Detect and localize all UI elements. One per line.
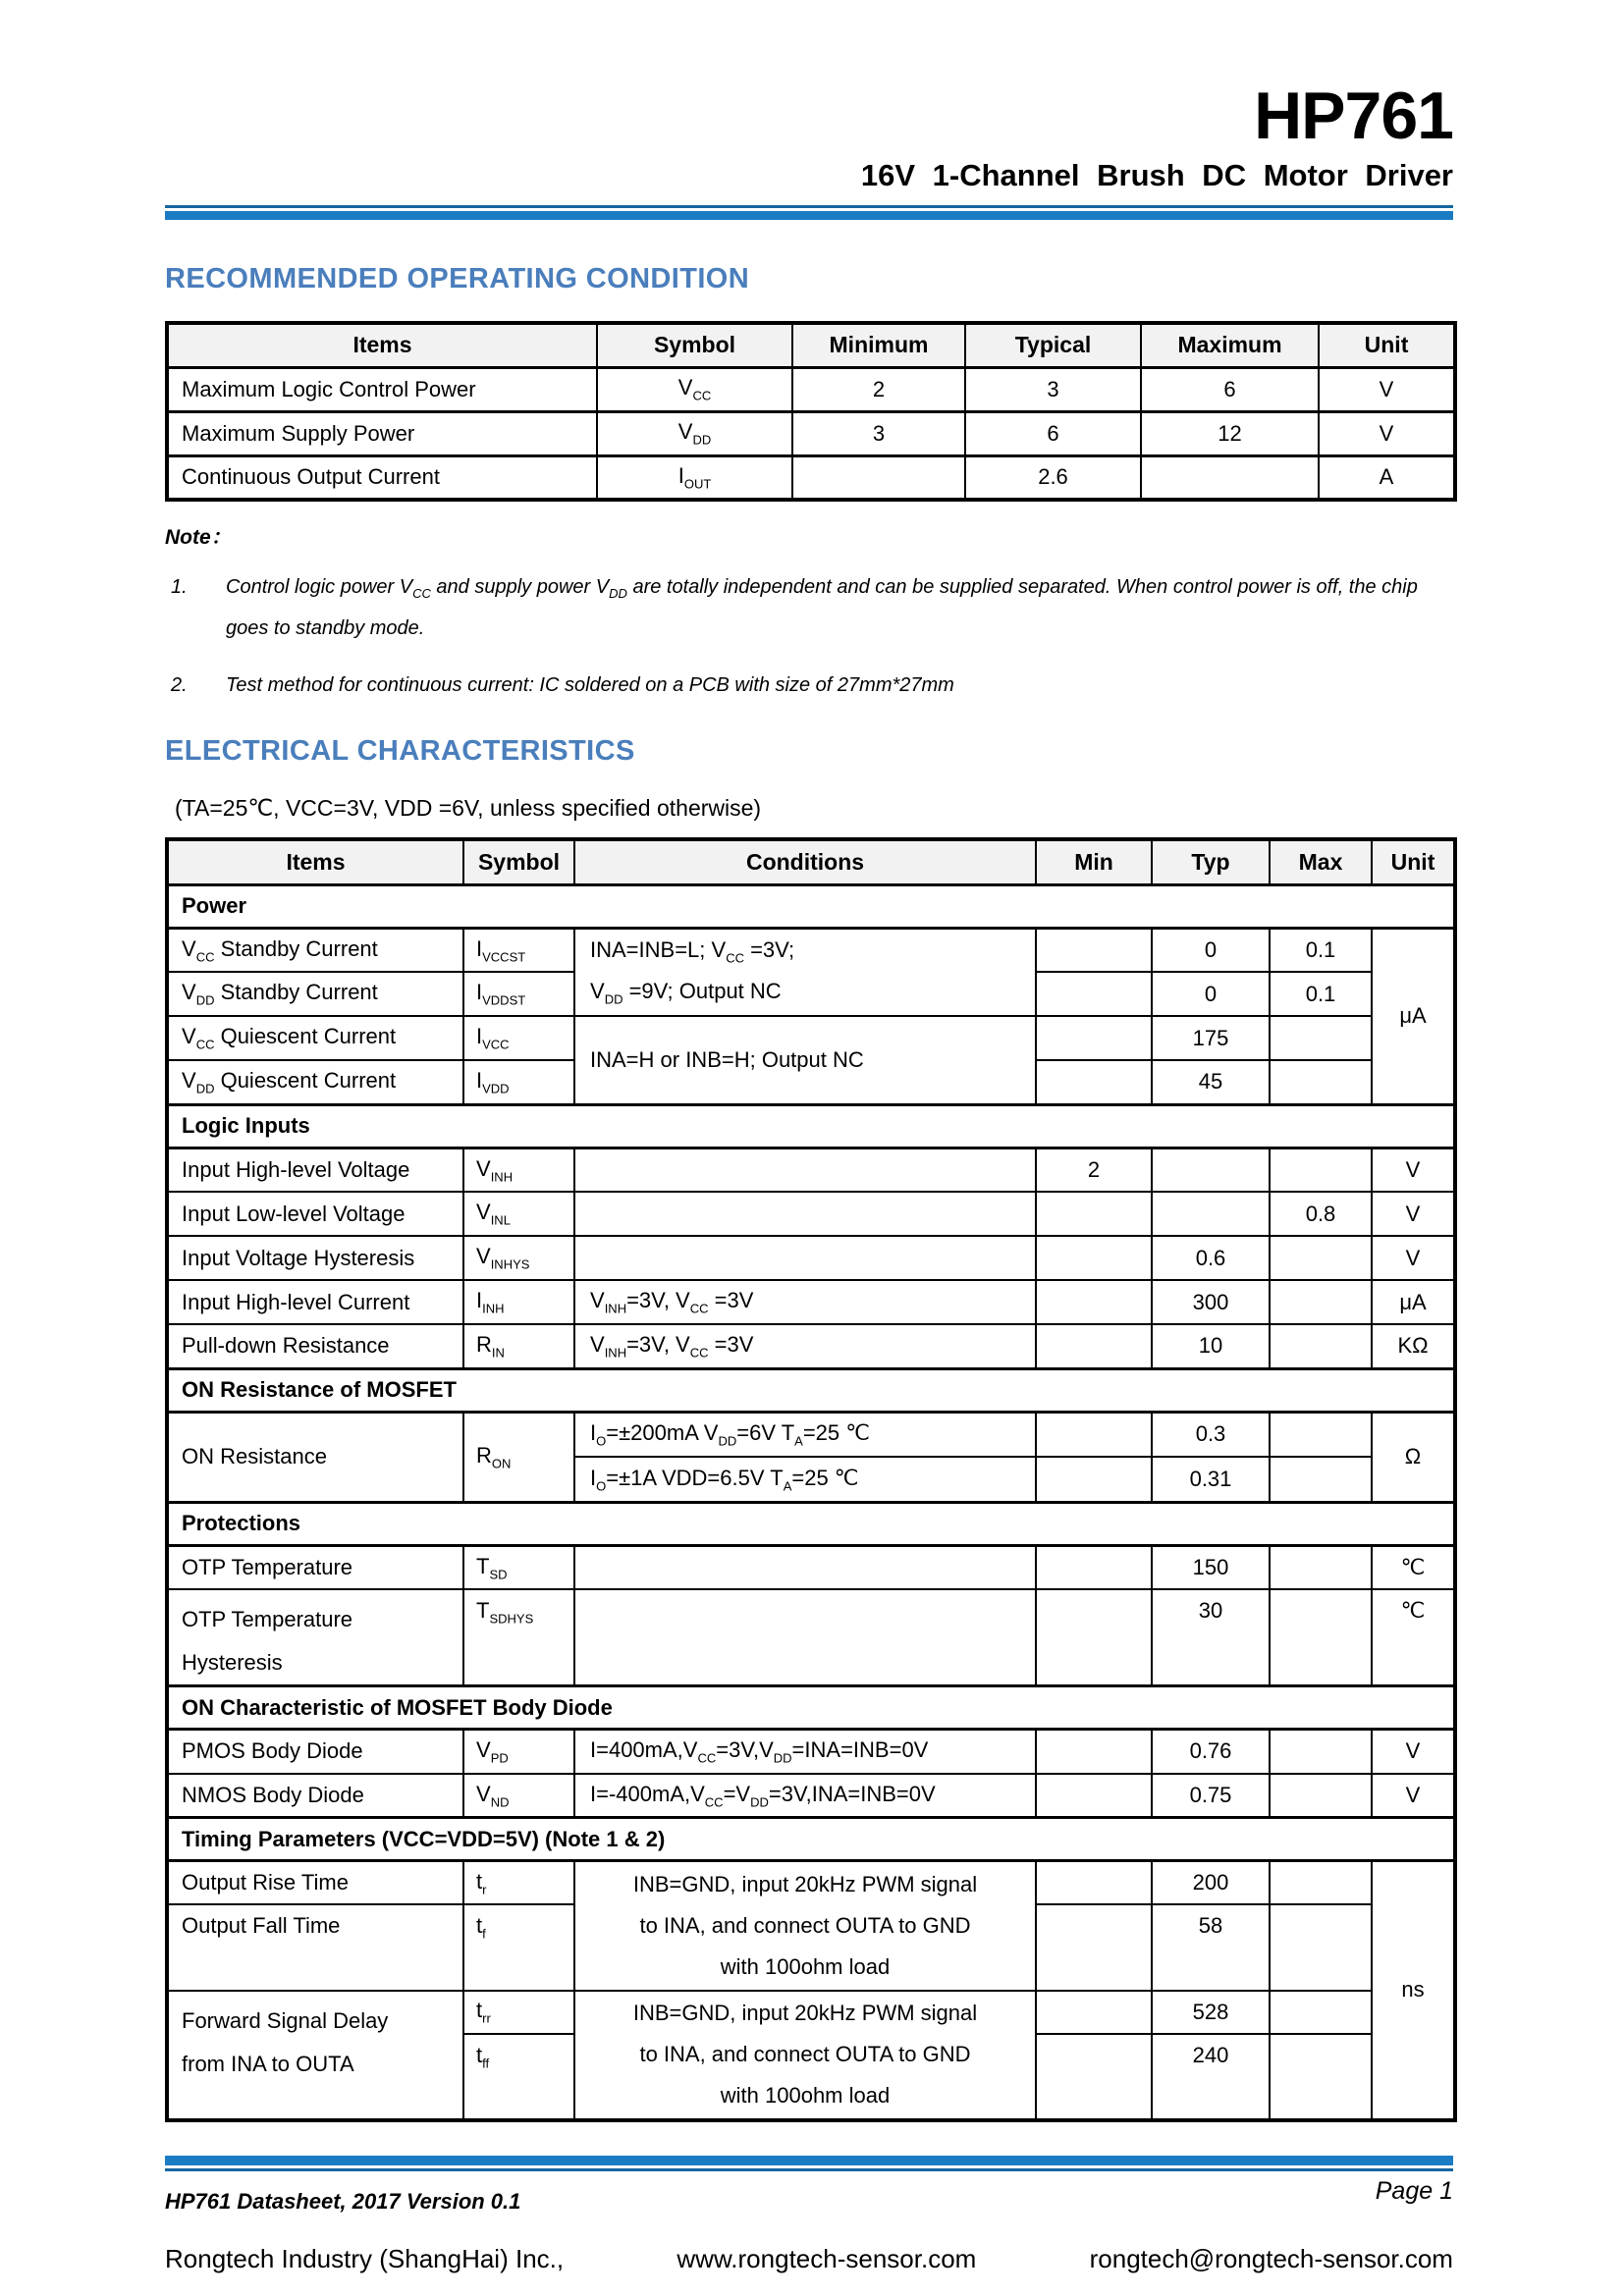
column-header: Max bbox=[1270, 839, 1372, 884]
section-row bbox=[167, 1502, 1455, 1545]
cell-num: 0 bbox=[1152, 972, 1270, 1016]
section-row bbox=[167, 1818, 1455, 1861]
section-label: ON Characteristic of MOSFET Body Diode bbox=[167, 1686, 1455, 1730]
cell-sym: $I_{VDD}$ bbox=[463, 1060, 574, 1104]
notes-block bbox=[165, 521, 1453, 706]
cell-unit: V bbox=[1372, 1148, 1455, 1192]
cell-num: 0.75 bbox=[1152, 1774, 1270, 1818]
table-row bbox=[167, 411, 1455, 455]
cell-unit: Ω bbox=[1372, 1412, 1455, 1502]
cell-num: 30 bbox=[1152, 1589, 1270, 1686]
cell-item: Maximum Logic Control Power bbox=[167, 367, 597, 411]
cell-num bbox=[1036, 1774, 1152, 1818]
cell-sym: $t_{ff}$ bbox=[463, 2034, 574, 2120]
cell-sym: $V_{INH}$ bbox=[463, 1148, 574, 1192]
cell-item: Input High-level Voltage bbox=[167, 1148, 463, 1192]
cell-unit: V bbox=[1372, 1730, 1455, 1774]
electrical-characteristics-table bbox=[165, 837, 1457, 2122]
cell-item: Maximum Supply Power bbox=[167, 411, 597, 455]
cell-num: 2.6 bbox=[965, 455, 1141, 500]
section-row bbox=[167, 1368, 1455, 1412]
section-heading-recommended: RECOMMENDED OPERATING CONDITION bbox=[165, 263, 750, 294]
cell-item: Input Low-level Voltage bbox=[167, 1192, 463, 1236]
cell-num bbox=[1270, 1904, 1372, 1991]
cell-num bbox=[1270, 1236, 1372, 1280]
table-row bbox=[167, 1016, 1455, 1060]
header-row bbox=[167, 839, 1455, 884]
cell-num bbox=[1152, 1192, 1270, 1236]
column-header: Min bbox=[1036, 839, 1152, 884]
cell-unit: V bbox=[1372, 1236, 1455, 1280]
column-header: Unit bbox=[1372, 839, 1455, 884]
note-text: Test method for continuous current: IC soldered on a PCB with size of 27mm*27mm bbox=[226, 674, 954, 696]
cell-num: 0 bbox=[1152, 928, 1270, 972]
cell-unit: ℃ bbox=[1372, 1545, 1455, 1589]
cell-num bbox=[1036, 1016, 1152, 1060]
column-header: Typical bbox=[965, 323, 1141, 367]
cell-cond bbox=[574, 1589, 1036, 1686]
cell-num bbox=[792, 455, 965, 500]
footer-meta-row bbox=[165, 2177, 1453, 2215]
table-row bbox=[167, 1991, 1455, 2034]
section-label: Protections bbox=[167, 1502, 1455, 1545]
cell-num: 300 bbox=[1152, 1280, 1270, 1324]
cell-num bbox=[1036, 1412, 1152, 1457]
cell-sym: $R_{ON}$ bbox=[463, 1412, 574, 1502]
header-rule-thick bbox=[165, 211, 1453, 220]
footer-rule-thick bbox=[165, 2156, 1453, 2165]
cell-num bbox=[1036, 1991, 1152, 2034]
header-rule bbox=[165, 205, 1453, 220]
cell-num bbox=[1036, 2034, 1152, 2120]
cell-num bbox=[1270, 1280, 1372, 1324]
cell-sym: $V_{INL}$ bbox=[463, 1192, 574, 1236]
cell-num: A bbox=[1319, 455, 1455, 500]
cell-sym: $V_{PD}$ bbox=[463, 1730, 574, 1774]
cell-num: V bbox=[1319, 367, 1455, 411]
cell-num: 6 bbox=[965, 411, 1141, 455]
table-row bbox=[167, 1730, 1455, 1774]
column-header: Conditions bbox=[574, 839, 1036, 884]
cell-num bbox=[1036, 1060, 1152, 1104]
table-row bbox=[167, 1192, 1455, 1236]
cell-cond: INA=H or INB=H; Output NC bbox=[574, 1016, 1036, 1104]
product-subtitle: 16V 1-Channel Brush DC Motor Driver bbox=[860, 158, 1453, 192]
cell-item: Forward Signal Delay from INA to OUTA bbox=[167, 1991, 463, 2120]
footer-contact-row bbox=[165, 2244, 1453, 2274]
table-row bbox=[167, 1280, 1455, 1324]
cell-num bbox=[1270, 2034, 1372, 2120]
cell-cond: $V_{INH}=3V$, $V_{CC} =3V$ bbox=[574, 1324, 1036, 1368]
cell-num: $I_{OUT}$ bbox=[597, 455, 792, 500]
company-name: Rongtech Industry (ShangHai) Inc., bbox=[165, 2243, 565, 2273]
cell-sym: $t_r$ bbox=[463, 1861, 574, 1904]
section-row bbox=[167, 1686, 1455, 1730]
column-header: Symbol bbox=[597, 323, 792, 367]
cell-num: 0.31 bbox=[1152, 1457, 1270, 1502]
cell-unit: ns bbox=[1372, 1861, 1455, 2120]
cell-sym: $T_{SD}$ bbox=[463, 1545, 574, 1589]
section-heading-electrical: ELECTRICAL CHARACTERISTICS bbox=[165, 735, 635, 767]
cell-num: 6 bbox=[1141, 367, 1319, 411]
page-number: Page 1 bbox=[1375, 2176, 1453, 2205]
cell-num bbox=[1270, 1774, 1372, 1818]
column-header: Minimum bbox=[792, 323, 965, 367]
cell-num bbox=[1270, 1991, 1372, 2034]
cell-cond: $I=400mA,V_{CC}=3V,V_{DD}=INA=INB=0V$ bbox=[574, 1730, 1036, 1774]
cell-num: 240 bbox=[1152, 2034, 1270, 2120]
table-row bbox=[167, 1545, 1455, 1589]
cell-num: V bbox=[1319, 411, 1455, 455]
note-item bbox=[165, 566, 1453, 649]
table-row bbox=[167, 1148, 1455, 1192]
footer-rule-thin bbox=[165, 2168, 1453, 2171]
cell-sym: $t_f$ bbox=[463, 1904, 574, 1991]
cell-num bbox=[1270, 1060, 1372, 1104]
cell-cond bbox=[574, 1236, 1036, 1280]
table-row bbox=[167, 1324, 1455, 1368]
cell-item: Output Rise Time bbox=[167, 1861, 463, 1904]
cell-num bbox=[1141, 455, 1319, 500]
test-conditions-note: (TA=25℃, VCC=3V, VDD =6V, unless specified otherwise) bbox=[175, 795, 762, 821]
cell-sym: $R_{IN}$ bbox=[463, 1324, 574, 1368]
table-row bbox=[167, 1861, 1455, 1904]
cell-num: 3 bbox=[965, 367, 1141, 411]
cell-item: OTP Temperature bbox=[167, 1545, 463, 1589]
cell-unit: μA bbox=[1372, 928, 1455, 1104]
table-row bbox=[167, 1412, 1455, 1457]
note-number: 1. bbox=[171, 576, 188, 598]
cell-item: OTP Temperature Hysteresis bbox=[167, 1589, 463, 1686]
cell-item: ON Resistance bbox=[167, 1412, 463, 1502]
cell-sym: $I_{VCC}$ bbox=[463, 1016, 574, 1060]
table-row bbox=[167, 367, 1455, 411]
cell-num: 12 bbox=[1141, 411, 1319, 455]
cell-num bbox=[1036, 1324, 1152, 1368]
cell-cond: $V_{INH}=3V$, $V_{CC} =3V$ bbox=[574, 1280, 1036, 1324]
cell-item: Output Fall Time bbox=[167, 1904, 463, 1991]
cell-num: $V_{DD}$ bbox=[597, 411, 792, 455]
cell-num bbox=[1270, 1861, 1372, 1904]
table-row bbox=[167, 1589, 1455, 1686]
cell-cond: INB=GND, input 20kHz PWM signal to INA, and connect OUTA to GND with 100ohm load bbox=[574, 1991, 1036, 2120]
note-text: Control logic power $V_{CC}$ and supply power $V_{DD}$ are totally independent and can be supplied separated. When control power is off, the chip goes to standby mode. bbox=[226, 576, 1418, 639]
cell-unit: KΩ bbox=[1372, 1324, 1455, 1368]
footer-rule bbox=[165, 2156, 1453, 2171]
cell-sym: $I_{INH}$ bbox=[463, 1280, 574, 1324]
cell-num bbox=[1270, 1730, 1372, 1774]
cell-num bbox=[1270, 1016, 1372, 1060]
cell-num: 0.8 bbox=[1270, 1192, 1372, 1236]
product-title: HP761 bbox=[1254, 79, 1453, 153]
column-header: Maximum bbox=[1141, 323, 1319, 367]
cell-cond bbox=[574, 1148, 1036, 1192]
cell-num bbox=[1036, 1236, 1152, 1280]
cell-num: 2 bbox=[792, 367, 965, 411]
cell-cond bbox=[574, 1545, 1036, 1589]
header-row bbox=[167, 323, 1455, 367]
recommended-operating-table bbox=[165, 321, 1457, 502]
column-header: Items bbox=[167, 323, 597, 367]
cell-num bbox=[1270, 1148, 1372, 1192]
cell-item: Input Voltage Hysteresis bbox=[167, 1236, 463, 1280]
cell-unit: μA bbox=[1372, 1280, 1455, 1324]
cell-cond: INA=INB=L; $V_{CC} =3V$; $V_{DD} =9V$; Output NC bbox=[574, 928, 1036, 1016]
cell-num: 175 bbox=[1152, 1016, 1270, 1060]
company-website: www.rongtech-sensor.com bbox=[677, 2243, 977, 2273]
cell-num bbox=[1036, 1457, 1152, 1502]
cell-item: $V_{DD}$ Standby Current bbox=[167, 972, 463, 1016]
cell-num bbox=[1270, 1412, 1372, 1457]
cell-num: 0.76 bbox=[1152, 1730, 1270, 1774]
doc-version-label: HP761 Datasheet, 2017 Version 0.1 bbox=[165, 2188, 521, 2214]
cell-num: $V_{CC}$ bbox=[597, 367, 792, 411]
table-row bbox=[167, 455, 1455, 500]
column-header: Items bbox=[167, 839, 463, 884]
cell-num bbox=[1270, 1589, 1372, 1686]
cell-sym: $T_{SDHYS}$ bbox=[463, 1589, 574, 1686]
cell-item: $V_{CC}$ Standby Current bbox=[167, 928, 463, 972]
column-header: Symbol bbox=[463, 839, 574, 884]
table-row bbox=[167, 1236, 1455, 1280]
cell-num: 10 bbox=[1152, 1324, 1270, 1368]
cell-unit: ℃ bbox=[1372, 1589, 1455, 1686]
cell-num bbox=[1036, 1192, 1152, 1236]
page-content bbox=[165, 0, 1453, 2274]
cell-num bbox=[1270, 1457, 1372, 1502]
cell-cond: $I=-400mA,V_{CC}=V_{DD}=3V,INA=INB=0V$ bbox=[574, 1774, 1036, 1818]
cell-num: 2 bbox=[1036, 1148, 1152, 1192]
cell-item: Pull-down Resistance bbox=[167, 1324, 463, 1368]
cell-item: $V_{DD}$ Quiescent Current bbox=[167, 1060, 463, 1104]
cell-num bbox=[1152, 1148, 1270, 1192]
page-footer bbox=[165, 2156, 1453, 2274]
cell-unit: V bbox=[1372, 1774, 1455, 1818]
cell-num bbox=[1036, 928, 1152, 972]
cell-num: 0.3 bbox=[1152, 1412, 1270, 1457]
section-label: Power bbox=[167, 884, 1455, 928]
cell-num: 3 bbox=[792, 411, 965, 455]
company-email: rongtech@rongtech-sensor.com bbox=[1089, 2243, 1453, 2273]
note-item bbox=[165, 665, 1453, 706]
cell-cond: $I_O=\pm 200mA$ $V_{DD}=6V$ $T_A=25$ ℃ bbox=[574, 1412, 1036, 1457]
cell-cond: $I_O=\pm 1A$ VDD=6.5V $T_A=25$ ℃ bbox=[574, 1457, 1036, 1502]
cell-item: Continuous Output Current bbox=[167, 455, 597, 500]
cell-sym: $V_{ND}$ bbox=[463, 1774, 574, 1818]
cell-num: 0.1 bbox=[1270, 928, 1372, 972]
cell-num: 200 bbox=[1152, 1861, 1270, 1904]
cell-item: $V_{CC}$ Quiescent Current bbox=[167, 1016, 463, 1060]
cell-num: 528 bbox=[1152, 1991, 1270, 2034]
section-label: ON Resistance of MOSFET bbox=[167, 1368, 1455, 1412]
cell-item: PMOS Body Diode bbox=[167, 1730, 463, 1774]
cell-num bbox=[1036, 1730, 1152, 1774]
note-label: Note： bbox=[165, 526, 232, 549]
cell-num: 150 bbox=[1152, 1545, 1270, 1589]
cell-unit: V bbox=[1372, 1192, 1455, 1236]
column-header: Typ bbox=[1152, 839, 1270, 884]
column-header: Unit bbox=[1319, 323, 1455, 367]
section-row bbox=[167, 1104, 1455, 1148]
section-row bbox=[167, 884, 1455, 928]
cell-sym: $I_{VCCST}$ bbox=[463, 928, 574, 972]
section-label: Logic Inputs bbox=[167, 1104, 1455, 1148]
cell-sym: $I_{VDDST}$ bbox=[463, 972, 574, 1016]
cell-num: 0.6 bbox=[1152, 1236, 1270, 1280]
cell-num bbox=[1036, 1589, 1152, 1686]
table-row bbox=[167, 928, 1455, 972]
cell-num: 58 bbox=[1152, 1904, 1270, 1991]
table-row bbox=[167, 1774, 1455, 1818]
cell-num bbox=[1036, 1545, 1152, 1589]
note-number: 2. bbox=[171, 674, 188, 696]
cell-cond bbox=[574, 1192, 1036, 1236]
cell-sym: $V_{INHYS}$ bbox=[463, 1236, 574, 1280]
cell-num bbox=[1036, 1904, 1152, 1991]
cell-num bbox=[1270, 1324, 1372, 1368]
cell-item: Input High-level Current bbox=[167, 1280, 463, 1324]
cell-cond: INB=GND, input 20kHz PWM signal to INA, and connect OUTA to GND with 100ohm load bbox=[574, 1861, 1036, 1991]
cell-num bbox=[1036, 1280, 1152, 1324]
cell-num: 45 bbox=[1152, 1060, 1270, 1104]
section-label: Timing Parameters (VCC=VDD=5V) (Note 1 & 2) bbox=[167, 1818, 1455, 1861]
cell-num bbox=[1036, 1861, 1152, 1904]
cell-num bbox=[1270, 1545, 1372, 1589]
cell-num bbox=[1036, 972, 1152, 1016]
cell-num: 0.1 bbox=[1270, 972, 1372, 1016]
cell-item: NMOS Body Diode bbox=[167, 1774, 463, 1818]
cell-sym: $t_{rr}$ bbox=[463, 1991, 574, 2034]
